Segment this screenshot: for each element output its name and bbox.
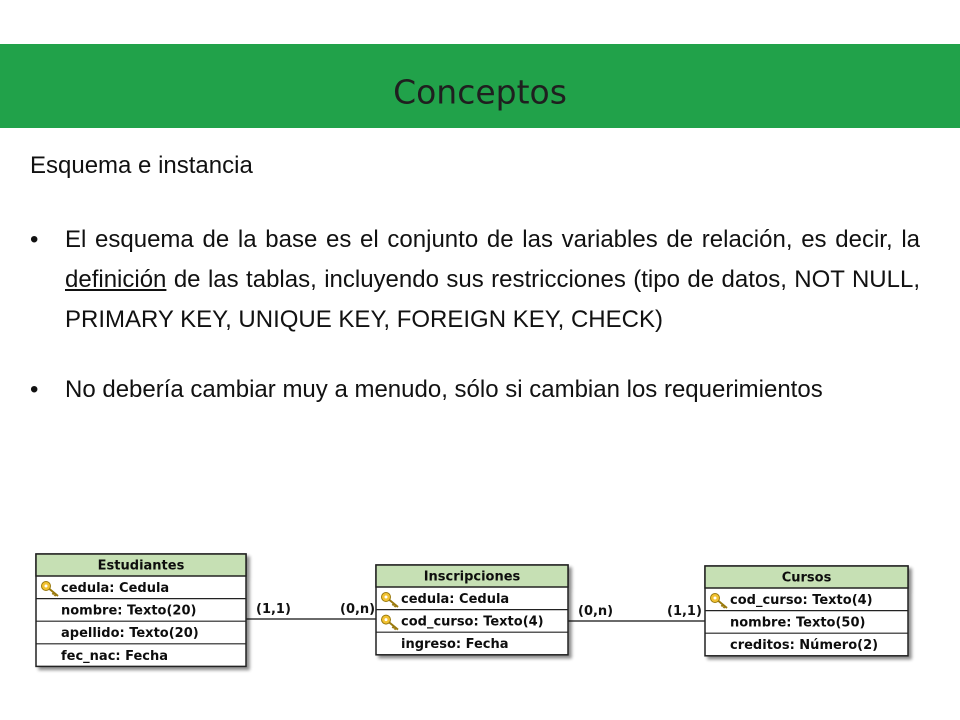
- field-label: cedula: Cedula: [401, 592, 510, 607]
- table-estudiantes: [36, 554, 246, 666]
- field-label: cod_curso: Texto(4): [401, 614, 544, 630]
- relationship-2: [568, 604, 705, 621]
- cardinality-label: (0,n): [340, 602, 376, 617]
- table-name: Cursos: [781, 570, 832, 586]
- bullet-dot: •: [30, 376, 39, 403]
- bullet-item: [30, 220, 920, 340]
- bullet-dot: •: [30, 226, 39, 253]
- bullet-text-start: El esquema de la base es el conjunto de las variables de relación, es decir, la: [65, 226, 920, 253]
- slide-title: Conceptos: [393, 72, 567, 112]
- table-name: Inscripciones: [423, 569, 521, 585]
- cardinality-label: (1,1): [667, 604, 702, 619]
- table-name: Estudiantes: [97, 558, 185, 574]
- field-label: apellido: Texto(20): [61, 626, 199, 642]
- title-container: [0, 44, 960, 128]
- field-label: nombre: Texto(20): [61, 603, 197, 619]
- cardinality-label: (1,1): [256, 602, 291, 617]
- bullet-item: [30, 370, 920, 410]
- bullet-list: [30, 220, 920, 410]
- slide-content: [30, 150, 920, 410]
- er-diagram: [0, 540, 960, 700]
- field-label: cedula: Cedula: [61, 581, 170, 596]
- table-cursos: [705, 566, 908, 656]
- bullet-text-end: de las tablas, incluyendo sus restricciones (tipo de datos, NOT NULL, PRIMARY KEY, UNIQUE KEY, FOREIGN KEY, CHECK): [65, 266, 920, 333]
- bullet-text: No debería cambiar muy a menudo, sólo si cambian los requerimientos: [65, 376, 823, 403]
- field-label: ingreso: Fecha: [401, 637, 509, 653]
- field-label: nombre: Texto(50): [730, 615, 866, 631]
- cardinality-label: (0,n): [578, 604, 614, 619]
- relationship-1: [246, 602, 376, 619]
- subtitle: Esquema e instancia: [30, 152, 253, 179]
- table-inscripciones: [376, 565, 568, 655]
- field-label: fec_nac: Fecha: [61, 648, 169, 664]
- field-label: creditos: Número(2): [730, 638, 879, 654]
- field-label: cod_curso: Texto(4): [730, 593, 873, 608]
- bullet-text-underlined: definición: [65, 266, 167, 293]
